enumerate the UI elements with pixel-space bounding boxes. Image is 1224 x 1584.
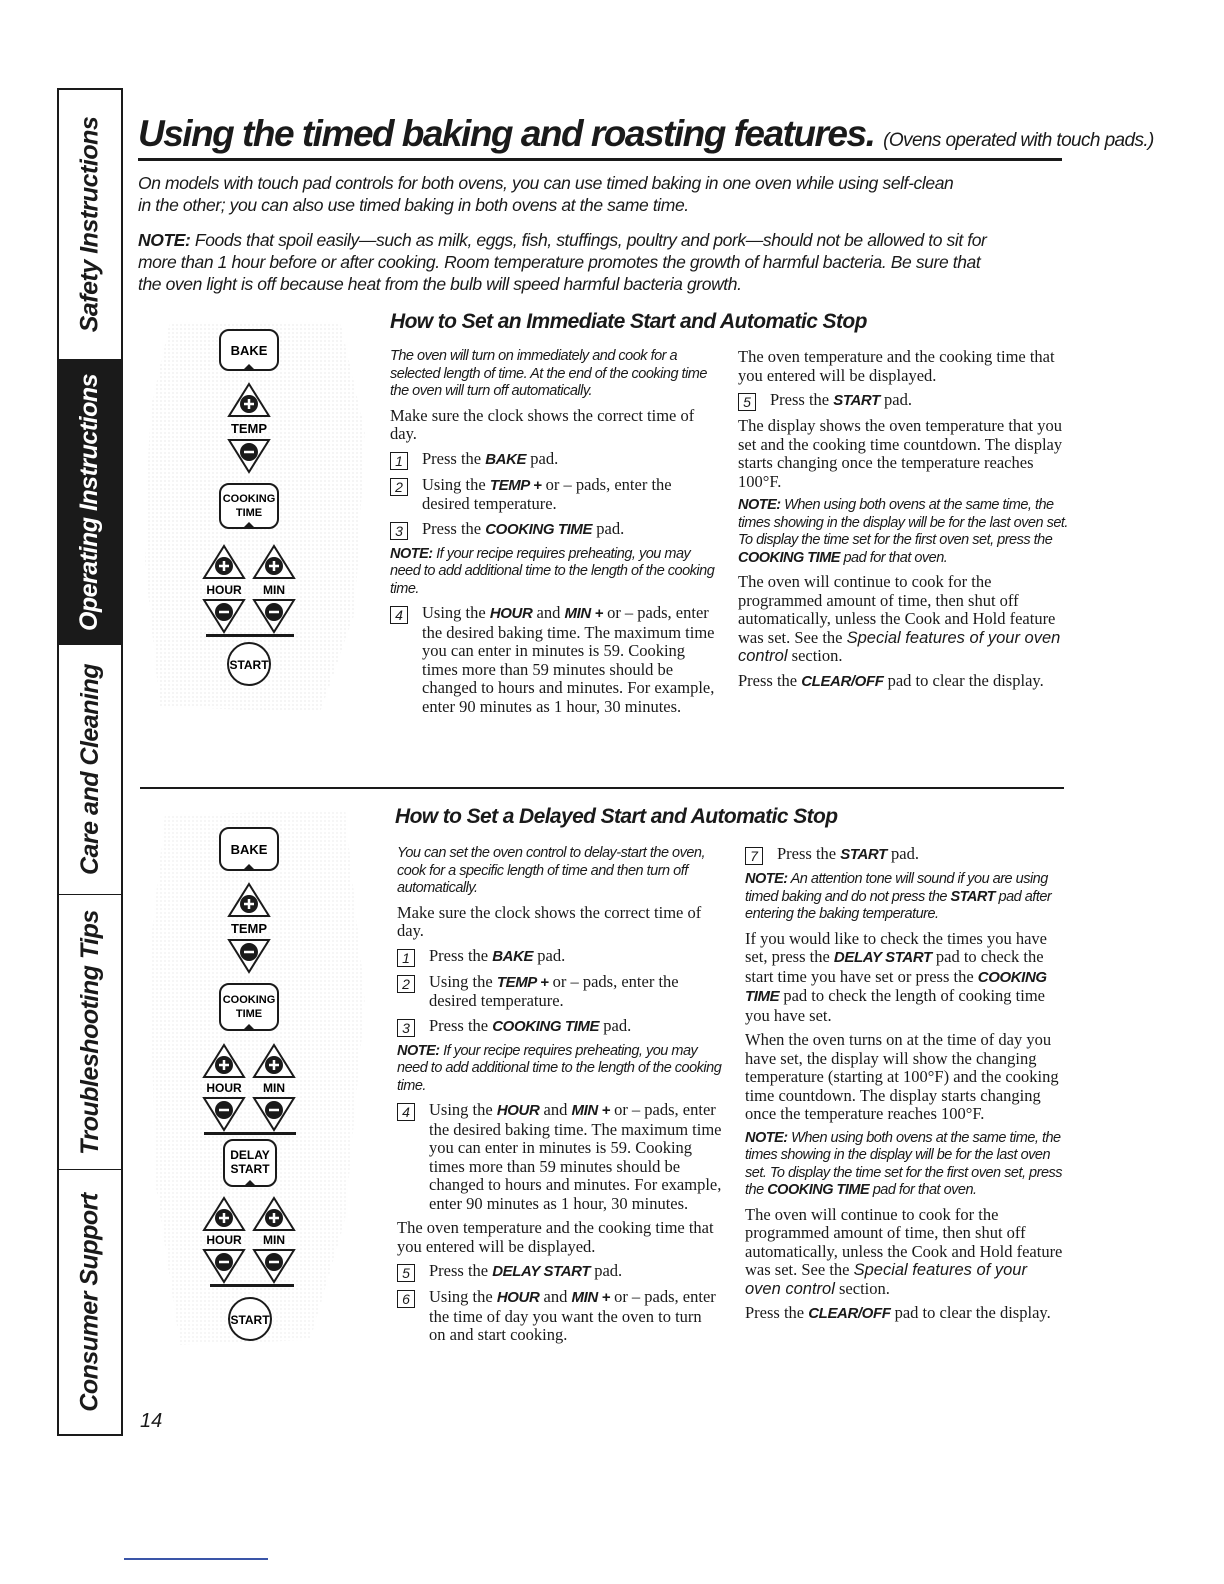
- start-pad[interactable]: [228, 643, 270, 685]
- step-5: 5 Press the START pad.: [738, 391, 1068, 411]
- attention-tone-note: NOTE: An attention tone will sound if you are using timed baking and do not press the START pad after entering the baking temperature.: [745, 871, 1052, 922]
- step-2: 2 Using the TEMP + or – pads, enter the desired temperature.: [390, 476, 720, 514]
- tab-care-and-cleaning[interactable]: Care and Cleaning: [59, 645, 121, 895]
- svg-text:COOKING: COOKING: [222, 493, 276, 505]
- tab-troubleshooting-tips[interactable]: Troubleshooting Tips: [59, 895, 121, 1170]
- hour-label-2: HOUR: [206, 1233, 242, 1247]
- control-panel-delayed: [140, 800, 370, 1360]
- delayed-column-left: You can set the oven control to delay-start the oven, cook for a specific length of time and then turn off automatically. Make sure the clock shows the correct time of day. 1 Press the BAKE pad. 2 Using the TEMP + or – pads, enter the desired temperature. 3 Press the COOKING TIME pad. NOTE: If your recipe requires preheating, you may need to add additional time to the length of the cooking time. 4 Using the HOUR and MIN + or – pads, enter the desired baking time. The maximum time you can enter in minutes is 59. Cooking times more than 59 minutes should be changed to hours and minutes. For example, enter 90 minutes as 1 hour, 30 minutes. The oven temperature and the cooking time that you entered will be displayed. 5 Press the DELAY START pad. 6 Using the HOUR and MIN + or – pads, enter the time of day you want the oven to turn on and start cooking.: [397, 845, 722, 1344]
- cooking-time-pad[interactable]: [220, 984, 278, 1030]
- cooking-time-pad[interactable]: [220, 484, 278, 528]
- side-tab-nav: [57, 88, 123, 1436]
- tab-operating-instructions[interactable]: Operating Instructions: [59, 360, 121, 645]
- step-number: 3: [397, 1019, 415, 1037]
- page-number: 14: [140, 1410, 163, 1432]
- note-label: NOTE:: [138, 230, 191, 250]
- svg-text:COOKING: COOKING: [222, 994, 276, 1006]
- svg-text:START: START: [230, 1162, 270, 1176]
- intro-paragraph: On models with touch pad controls for both ovens, you can use timed baking in one oven while using self-clean in the other; you can also use timed baking in both ovens at the same time.: [138, 173, 954, 215]
- svg-text:START: START: [230, 1313, 270, 1327]
- step-number: 5: [738, 393, 756, 411]
- min-label-2: MIN: [263, 1233, 285, 1247]
- bake-pad[interactable]: [220, 330, 278, 370]
- delay-start-pad[interactable]: [224, 1140, 276, 1186]
- svg-text:BAKE: BAKE: [230, 343, 268, 358]
- step-1: 1 Press the BAKE pad.: [397, 947, 722, 967]
- step-7: 7 Press the START pad.: [745, 845, 1067, 865]
- step-4: 4 Using the HOUR and MIN + or – pads, enter the desired baking time. The maximum time you can enter in minutes is 59. Cooking times more than 59 minutes should be changed to hours and minutes. For example, enter 90 minutes as 1 hour, 30 minutes.: [397, 1101, 722, 1213]
- step-number: 7: [745, 847, 763, 865]
- step-number: 2: [390, 478, 408, 496]
- delayed-column-right: 7 Press the START pad. NOTE: An attention tone will sound if you are using timed baking and do not press the START pad after entering the baking temperature. If you would like to check the times you have set, press the DELAY START pad to check the start time you have set or press the COOKING TIME pad to check the length of cooking time you have set. When the oven turns on at the time of day you have set, the display will show the changing temperature (starting at 100°F) and the cooking time countdown. The display starts changing once the temperature reaches 100°F. NOTE: When using both ovens at the same time, the times showing in the display will be for the last oven set. To display the time set for the first oven set, press the COOKING TIME pad for that oven. The oven will continue to cook for the programmed amount of time, then shut off automatically, unless the Cook and Hold feature was set. See the Special features of your oven control section. Press the CLEAR/OFF pad to clear the display.: [745, 845, 1067, 1330]
- min-label: MIN: [263, 583, 285, 597]
- min-label: MIN: [263, 1081, 285, 1095]
- immediate-column-left: The oven will turn on immediately and cook for a selected length of time. At the end of the cooking time the oven will turn off automatically. Make sure the clock shows the correct time of day. 1 Press the BAKE pad. 2 Using the TEMP + or – pads, enter the desired temperature. 3 Press the COOKING TIME pad. NOTE: If your recipe requires preheating, you may need to add additional time to the length of the cooking time. 4 Using the HOUR and MIN + or – pads, enter the desired baking time. The maximum time you can enter in minutes is 59. Cooking times more than 59 minutes should be changed to hours and minutes. For example, enter 90 minutes as 1 hour, 30 minutes.: [390, 348, 720, 722]
- both-ovens-note: NOTE: When using both ovens at the same time, the times showing in the display will be for the last oven set. To display the time set for the first oven set, press the COOKING TIME pad for that oven.: [738, 497, 1068, 566]
- temp-label: TEMP: [230, 421, 268, 436]
- svg-text:START: START: [229, 658, 269, 672]
- step-1: 1 Press the BAKE pad.: [390, 450, 720, 470]
- page-title: Using the timed baking and roasting features. (Ovens operated with touch pads.): [138, 113, 1154, 154]
- step-number: 2: [397, 975, 415, 993]
- speckle-divider-2: [210, 1284, 294, 1287]
- temp-label: TEMP: [230, 921, 268, 936]
- step-4: 4 Using the HOUR and MIN + or – pads, enter the desired baking time. The maximum time you can enter in minutes is 59. Cooking times more than 59 minutes should be changed to hours and minutes. For example, enter 90 minutes as 1 hour, 30 minutes.: [390, 604, 720, 716]
- section-divider: [140, 787, 1064, 789]
- step-number: 6: [397, 1290, 415, 1308]
- step-number: 4: [397, 1103, 415, 1121]
- preheat-note: NOTE: If your recipe requires preheating, you may need to add additional time to the length of the cooking time.: [397, 1042, 722, 1094]
- svg-text:BAKE: BAKE: [230, 842, 268, 857]
- step-5: 5 Press the DELAY START pad.: [397, 1262, 722, 1282]
- title-rule: [138, 158, 1062, 161]
- both-ovens-note: NOTE: When using both ovens at the same time, the times showing in the display will be for the last oven set. To display the time set for the first oven set, press the COOKING TIME pad for that oven.: [745, 1129, 1063, 1198]
- step-number: 1: [397, 949, 415, 967]
- tab-consumer-support[interactable]: Consumer Support: [75, 1192, 104, 1412]
- step-number: 4: [390, 606, 408, 624]
- svg-text:TIME: TIME: [235, 507, 263, 519]
- step-3: 3 Press the COOKING TIME pad.: [397, 1017, 722, 1037]
- svg-text:DELAY: DELAY: [230, 1148, 270, 1162]
- step-number: 1: [390, 452, 408, 470]
- hour-label: HOUR: [206, 583, 242, 597]
- bake-pad[interactable]: [220, 828, 278, 870]
- step-6: 6 Using the HOUR and MIN + or – pads, enter the time of day you want the oven to turn on and start cooking.: [397, 1288, 722, 1345]
- step-2: 2 Using the TEMP + or – pads, enter the desired temperature.: [397, 973, 722, 1011]
- start-pad[interactable]: [229, 1298, 271, 1340]
- step-number: 3: [390, 522, 408, 540]
- footer-rule: [124, 1558, 268, 1560]
- preheat-note: NOTE: If your recipe requires preheating, you may need to add additional time to the length of the cooking time.: [390, 545, 715, 597]
- speckle-divider: [204, 1132, 296, 1135]
- step-number: 5: [397, 1264, 415, 1282]
- step-3: 3 Press the COOKING TIME pad.: [390, 520, 720, 540]
- speckle-divider: [206, 634, 294, 637]
- tab-safety-instructions[interactable]: Safety Instructions: [59, 90, 121, 360]
- immediate-column-right: The oven temperature and the cooking time that you entered will be displayed. 5 Press the START pad. The display shows the oven temperature that you set and the cooking time countdown. The display starts changing once the temperature reaches 100°F. NOTE: When using both ovens at the same time, the times showing in the display will be for the last oven set. To display the time set for the first oven set, press the COOKING TIME pad for that oven. The oven will continue to cook for the programmed amount of time, then shut off automatically, unless the Cook and Hold feature was set. See the Special features of your oven control section. Press the CLEAR/OFF pad to clear the display.: [738, 347, 1068, 690]
- intro-note: NOTE: Foods that spoil easily—such as milk, eggs, fish, stuffings, poultry and pork—should not be allowed to sit for more than 1 hour before or after cooking. Room temperature promotes the growth of harmful bacteria. Be sure that the oven light is off because heat from the bulb will speed harmful bacteria growth.: [138, 230, 987, 294]
- hour-label: HOUR: [206, 1081, 242, 1095]
- delayed-heading: How to Set a Delayed Start and Automatic Stop: [395, 805, 838, 828]
- page-subtitle: (Ovens operated with touch pads.): [883, 130, 1154, 151]
- control-panel-immediate: [140, 312, 370, 722]
- svg-text:TIME: TIME: [235, 1008, 263, 1020]
- immediate-heading: How to Set an Immediate Start and Automatic Stop: [390, 310, 867, 333]
